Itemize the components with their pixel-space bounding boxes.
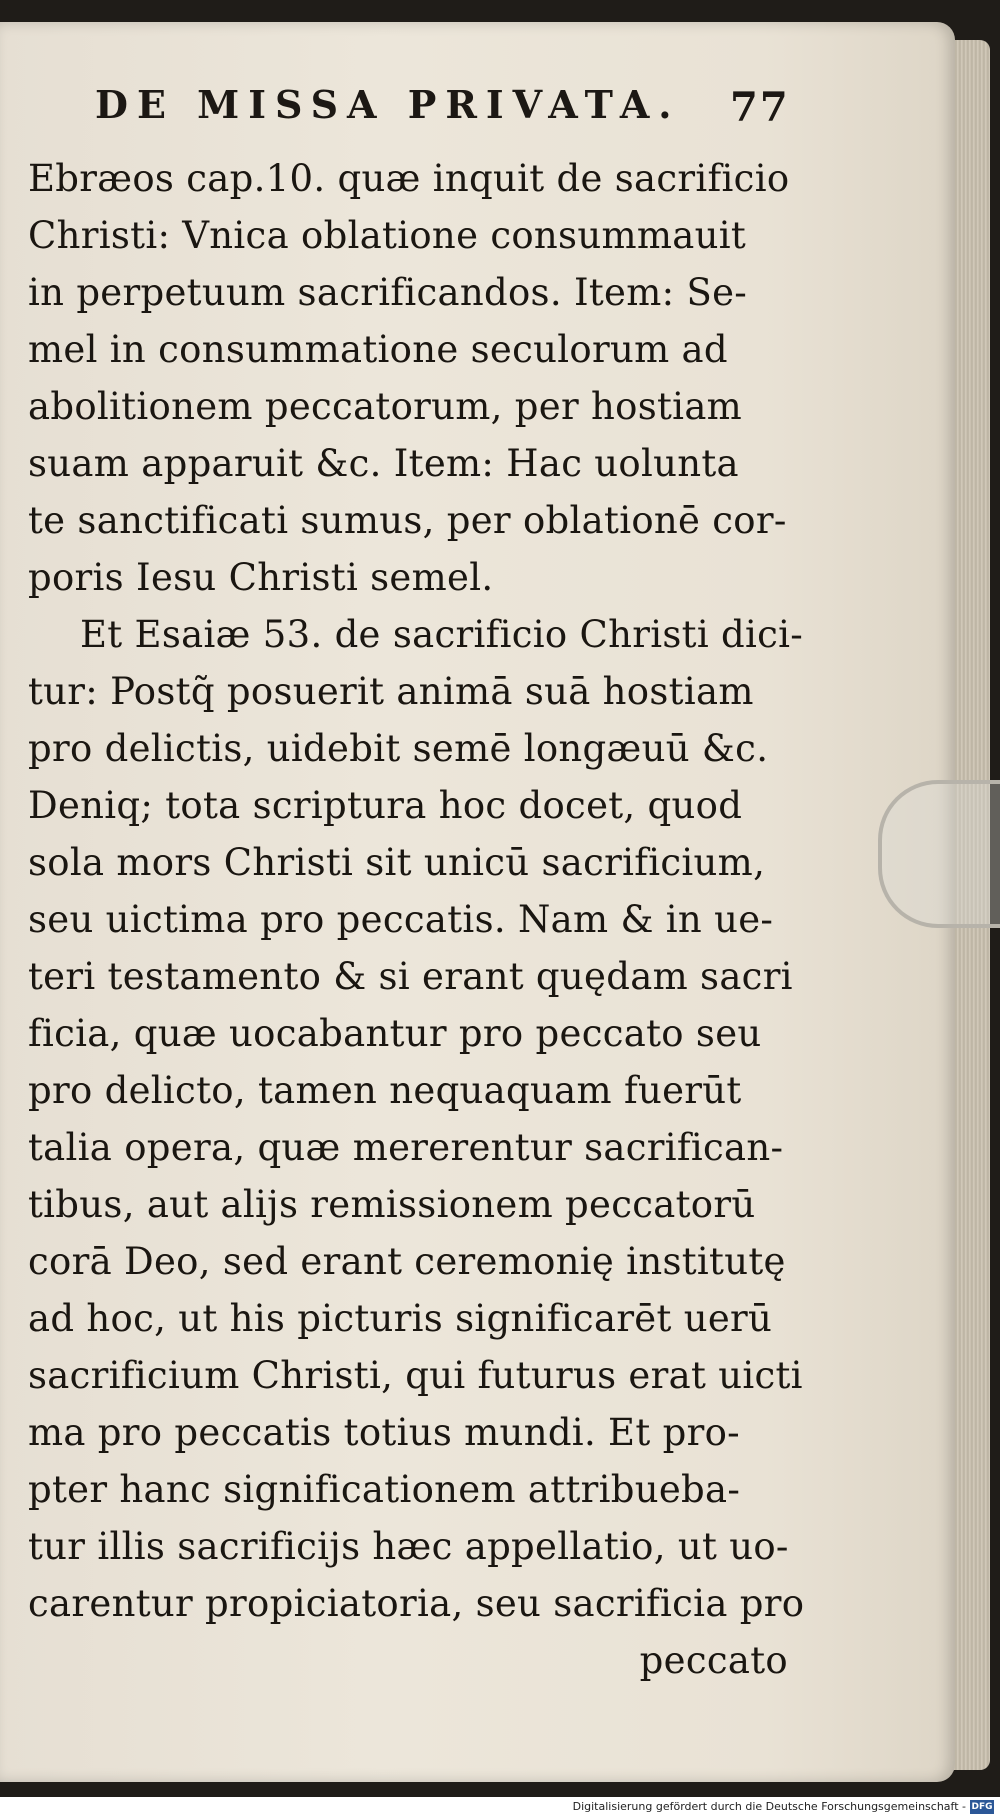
- text-line: seu uictima pro peccatis. Nam & in ue-: [28, 898, 774, 941]
- running-title: DE MISSA PRIVATA.: [95, 82, 681, 127]
- text-line: tur: Postq̃ posuerit animā suā hostiam: [28, 670, 754, 713]
- text-line: carentur propiciatoria, seu sacrificia pro: [28, 1582, 805, 1625]
- text-line: pro delicto, tamen nequaquam fuerūt: [28, 1069, 742, 1112]
- text-line: Christi: Vnica oblatione consummauit: [28, 214, 747, 257]
- text-line: pro delictis, uidebit semē longæuū &c.: [28, 727, 769, 770]
- text-line: poris Iesu Christi semel.: [28, 556, 494, 599]
- text-line: sacrificium Christi, qui futurus erat uicti: [28, 1354, 803, 1397]
- text-line: pter hanc significationem attribueba-: [28, 1468, 741, 1511]
- text-line: Deniq; tota scriptura hoc docet, quod: [28, 784, 743, 827]
- text-line: sola mors Christi sit unicū sacrificium,: [28, 841, 766, 884]
- text-line: in perpetuum sacrificandos. Item: Se-: [28, 271, 748, 314]
- body-text: [28, 150, 805, 1689]
- text-line: talia opera, quæ mererentur sacrifican-: [28, 1126, 784, 1169]
- text-line: mel in consummatione seculorum ad: [28, 328, 728, 371]
- text-line: tibus, aut alijs remissionem peccatorū: [28, 1183, 756, 1226]
- dfg-logo: DFG: [971, 1802, 993, 1812]
- text-line: tur illis sacrificijs hæc appellatio, ut uo-: [28, 1525, 789, 1568]
- text-line: ma pro peccatis totius mundi. Et pro-: [28, 1411, 740, 1454]
- text-line: corā Deo, sed erant ceremonię institutę: [28, 1240, 786, 1283]
- text-line: abolitionem peccatorum, per hostiam: [28, 385, 743, 428]
- text-line: ad hoc, ut his picturis significarēt uerū: [28, 1297, 773, 1340]
- digitization-credit: Digitalisierung gefördert durch die Deutsche Forschungsgemeinschaft -: [572, 1800, 966, 1813]
- text-line: ficia, quæ uocabantur pro peccato seu: [28, 1012, 762, 1055]
- text-line: teri testamento & si erant quędam sacri: [28, 955, 793, 998]
- text-line: te sanctificati sumus, per oblationē cor-: [28, 499, 787, 542]
- catchword: peccato: [639, 1639, 788, 1682]
- page-number: 77: [730, 84, 790, 131]
- page-clip: [878, 780, 1000, 928]
- text-line: Et Esaiæ 53. de sacrificio Christi dici-: [80, 613, 804, 656]
- text-line: suam apparuit &c. Item: Hac uolunta: [28, 442, 739, 485]
- text-line: Ebræos cap.10. quæ inquit de sacrificio: [28, 157, 790, 200]
